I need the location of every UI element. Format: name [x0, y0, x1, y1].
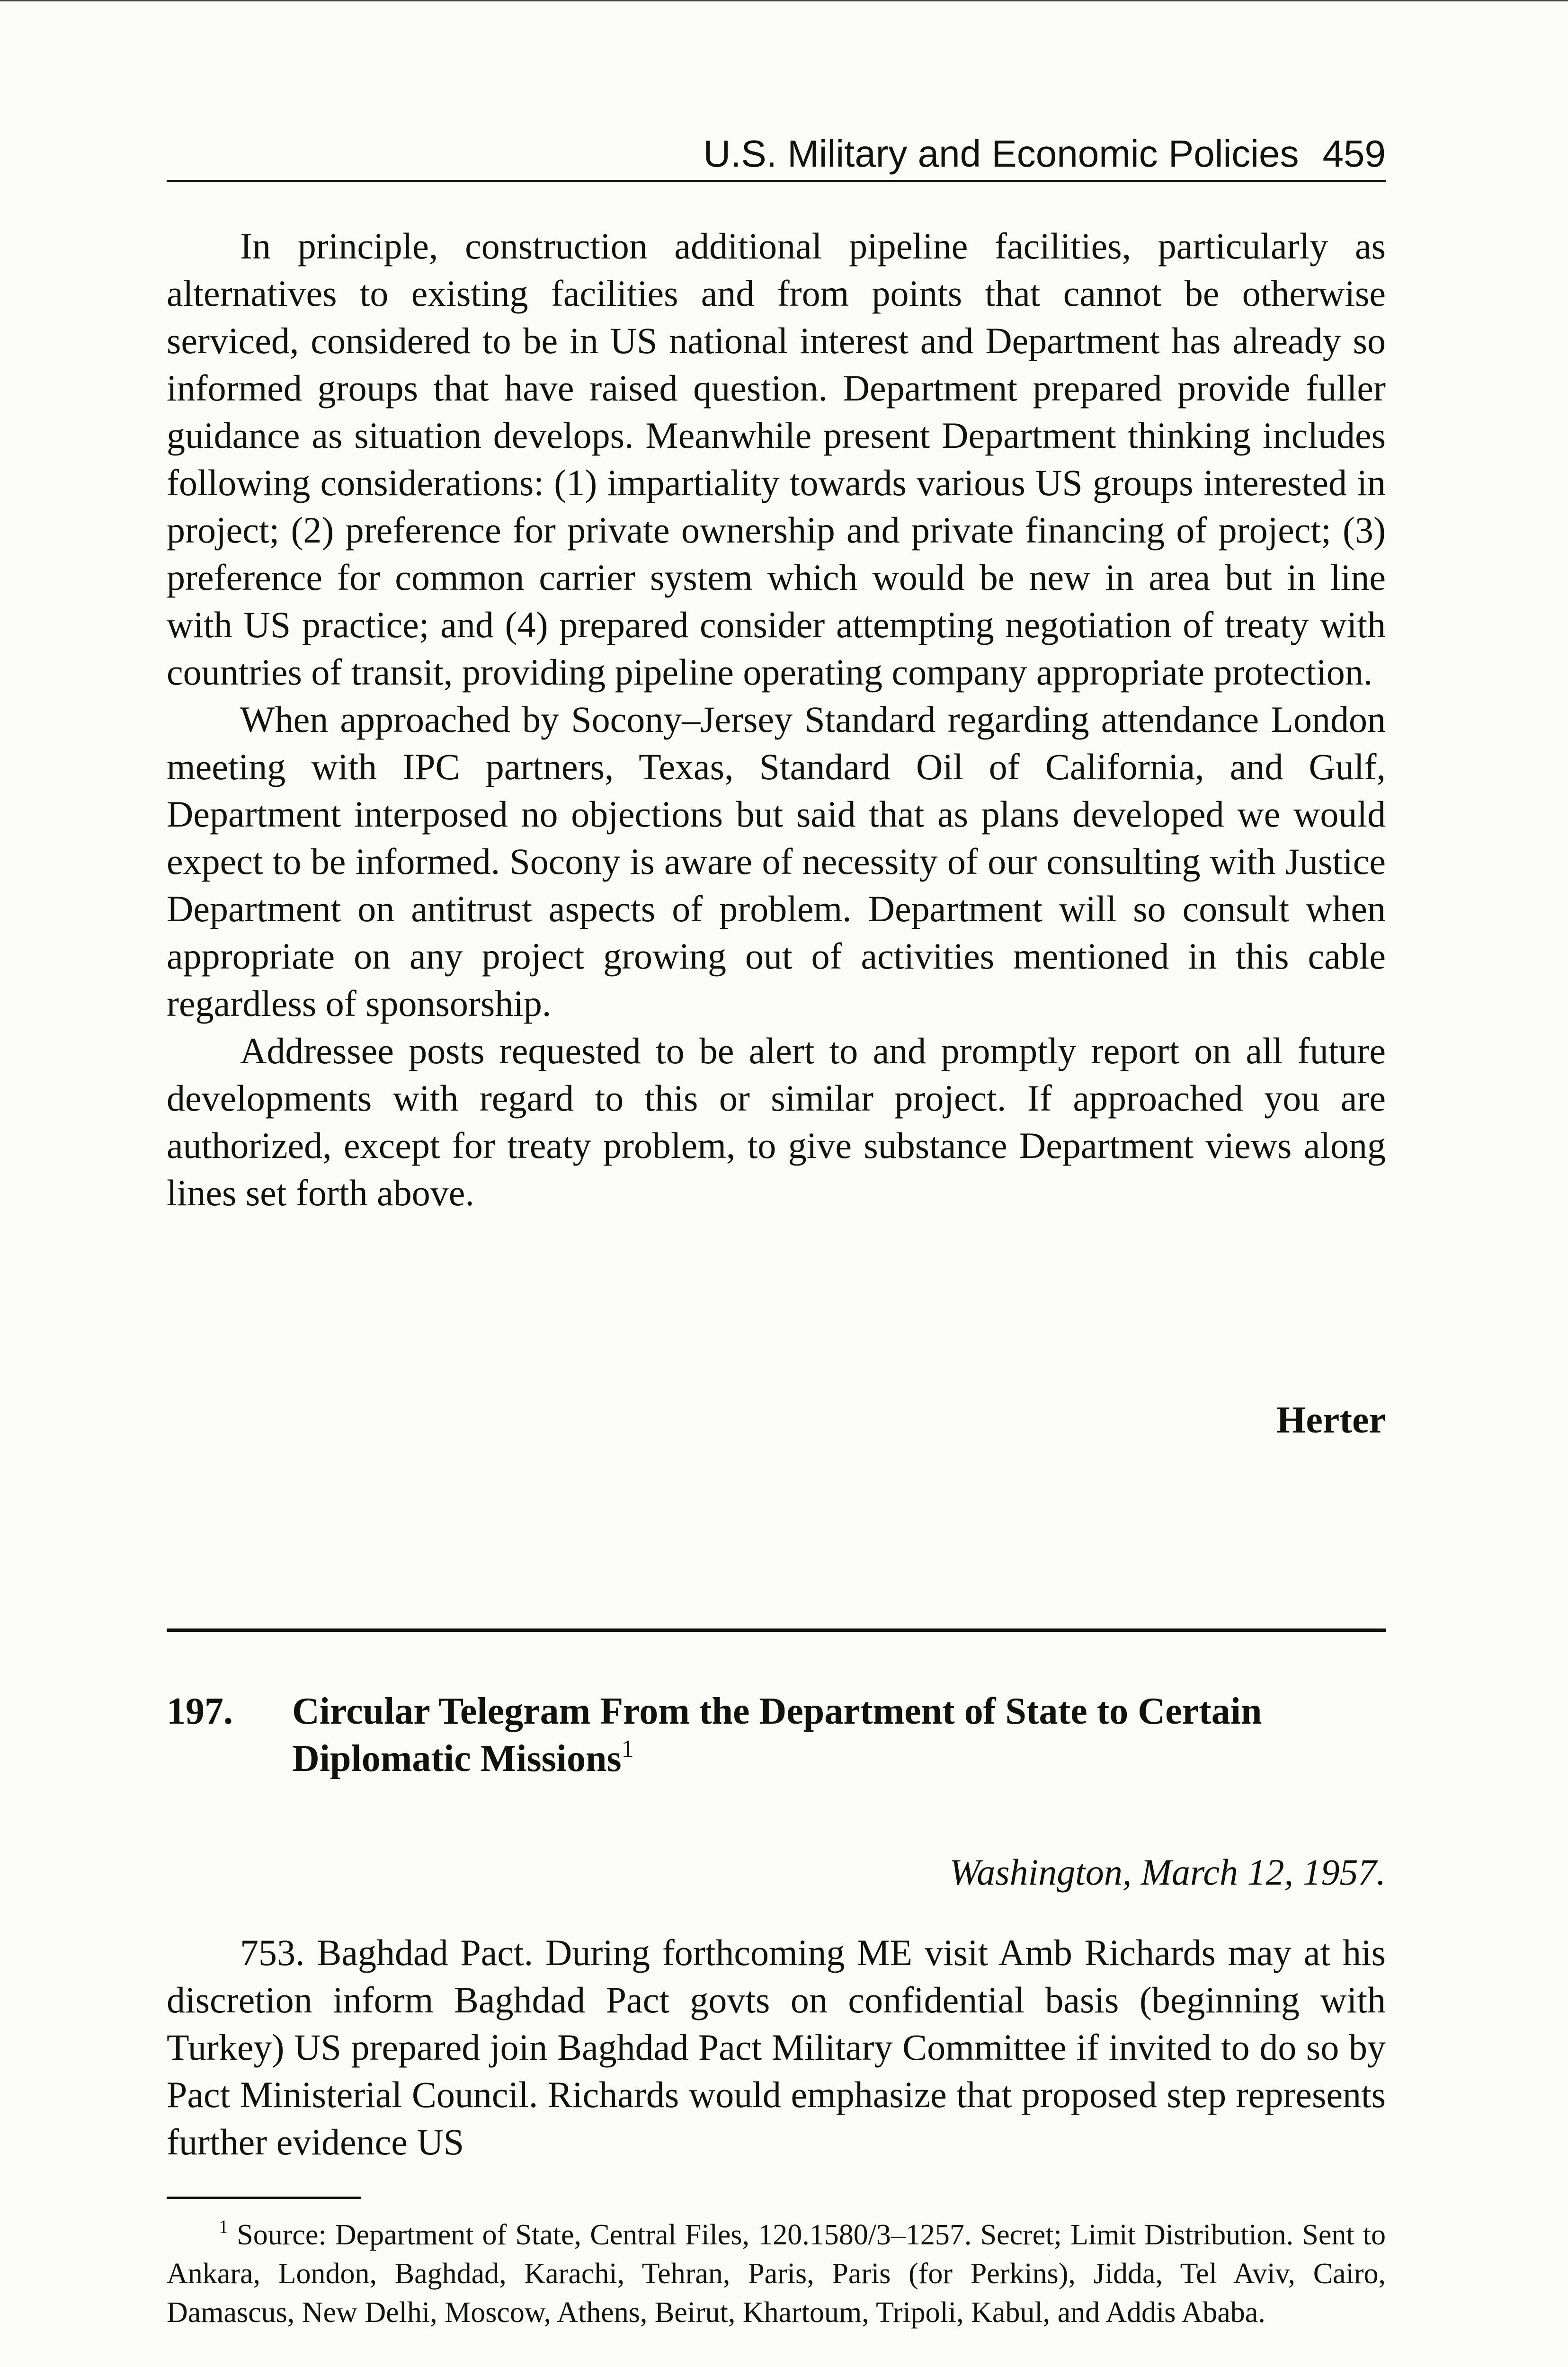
body-paragraph: In principle, construction additional pipeline facilities, particularly as alternatives to existing facilities and from points that cannot be otherwise serviced, considered to be in US national interest and Department has already so informed groups that have raised question. Department prepared provide fuller guidance as situation develops. Meanwhile present Department thinking includes following considerations: (1) impartiality towards various US groups interested in project; (2) preference for private ownership and private financing of project; (3) preference for common carrier system which would be new in area but in line with US practice; and (4) prepared consider attempting negotiation of treaty with countries of transit, providing pipeline operating company appropriate protection.	[167, 225, 1386, 693]
body-paragraph: Addressee posts requested to be alert to and promptly report on all future developments with regard to this or similar project. If approached you are authorized, except for treaty problem, to give substance Department views along lines set forth above.	[167, 1030, 1386, 1213]
page-number: 459	[1322, 133, 1386, 175]
footnote-marker: 1	[219, 2216, 228, 2237]
document-title-wrap	[292, 1688, 1386, 1782]
continued-telegram-text	[167, 222, 1386, 1217]
footnote-divider	[167, 2197, 361, 2199]
body-paragraph: 753. Baghdad Pact. During forthcoming ME visit Amb Richards may at his discretion inform Baghdad Pact govts on confidential basis (beginning with Turkey) US prepared join Baghdad Pact Military Committee if invited to do so by Pact Ministerial Council. Richards would emphasize that proposed step represents further evidence US	[167, 1932, 1386, 2162]
page-top-edge	[0, 0, 1568, 1]
footnote-reference[interactable]: 1	[621, 1735, 634, 1762]
footnote	[167, 2216, 1386, 2332]
signature: Herter	[1276, 1399, 1386, 1441]
running-head-title: U.S. Military and Economic Policies	[703, 133, 1299, 175]
body-paragraph: When approached by Socony–Jersey Standard regarding attendance London meeting with IPC partners, Texas, Standard Oil of California, and Gulf, Department interposed no objections but said that as plans developed we would expect to be informed. Socony is aware of necessity of our consulting with Justice Department on antitrust aspects of problem. Department will so consult when appropriate on any project growing out of activities mentioned in this cable regardless of sponsorship.	[167, 699, 1386, 1024]
running-head	[167, 128, 1386, 182]
document-title: Circular Telegram From the Department of State to Certain Diplomatic Missions	[292, 1691, 1262, 1780]
document-number: 197.	[167, 1691, 233, 1732]
telegram-text	[167, 1929, 1386, 2166]
dateline: Washington, March 12, 1957.	[949, 1851, 1386, 1893]
section-divider	[167, 1628, 1386, 1632]
document-heading	[167, 1688, 1386, 1782]
footnote-text: Source: Department of State, Central Files, 120.1580/3–1257. Secret; Limit Distribution. Sent to Ankara, London, Baghdad, Karachi, Tehran, Paris, Paris (for Perkins), Jidda, Tel Aviv, Cairo, Damascus, New Delhi, Moscow, Athens, Beirut, Khartoum, Tripoli, Kabul, and Addis Ababa.	[167, 2219, 1386, 2329]
